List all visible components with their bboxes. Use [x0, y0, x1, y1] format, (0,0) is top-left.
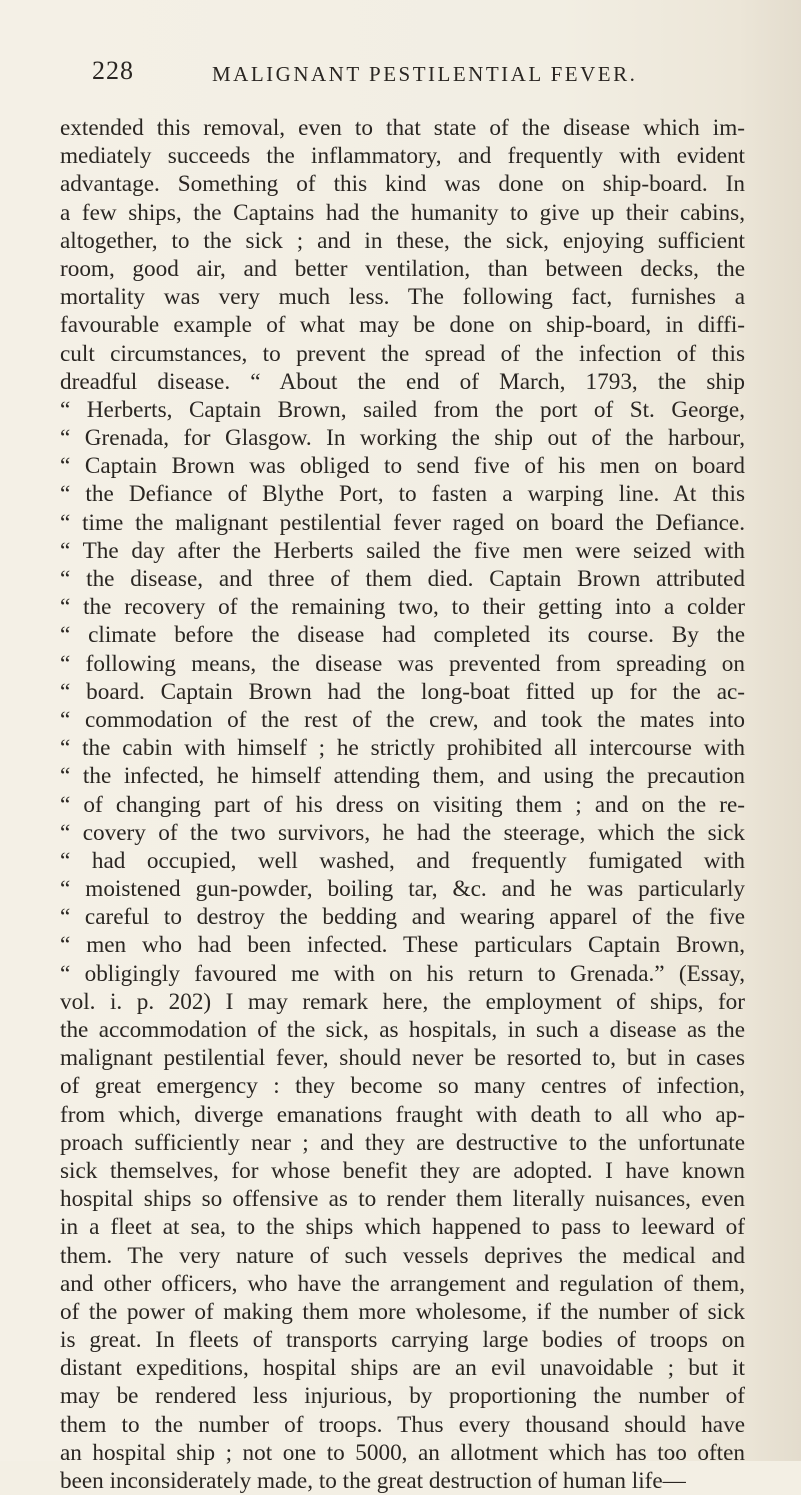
text-line: is great. In fleets of transports carrying large bodies of troops on	[60, 1327, 745, 1354]
text-line: sick themselves, for whose benefit they are adopted. I have known	[60, 1157, 745, 1184]
text-line: mediately succeeds the inflammatory, and frequently with evident	[60, 143, 745, 170]
text-line: “ careful to destroy the bedding and wearing apparel of the five	[60, 904, 745, 931]
text-line: and other officers, who have the arrangement and regulation of them,	[60, 1270, 745, 1297]
text-line: “ The day after the Herberts sailed the five men were seized with	[60, 537, 745, 564]
text-line: them. The very nature of such vessels deprives the medical and	[60, 1242, 745, 1269]
text-line: them to the number of troops. Thus every thousand should have	[60, 1411, 745, 1438]
text-line: room, good air, and better ventilation, than between decks, the	[60, 255, 745, 282]
page-header	[92, 56, 742, 96]
text-line: may be rendered less injurious, by proportioning the number of	[60, 1383, 745, 1410]
text-line: “ obligingly favoured me with on his return to Grenada.” (Essay,	[60, 960, 745, 987]
text-line: “ the Defiance of Blythe Port, to fasten a warping line. At this	[60, 481, 745, 508]
text-line: “ the recovery of the remaining two, to their getting into a colder	[60, 594, 745, 621]
text-line: “ covery of the two survivors, he had the steerage, which the sick	[60, 819, 745, 846]
text-line: “ moistened gun-powder, boiling tar, &c. and he was particularly	[60, 876, 745, 903]
text-line: a few ships, the Captains had the humanity to give up their cabins,	[60, 199, 745, 226]
text-line: “ time the malignant pestilential fever raged on board the Defiance.	[60, 509, 745, 536]
text-line: favourable example of what may be done on ship-board, in diffi-	[60, 312, 745, 339]
text-line: altogether, to the sick ; and in these, the sick, enjoying sufficient	[60, 227, 745, 254]
text-line: been inconsiderately made, to the great destruction of human life—	[60, 1468, 686, 1494]
text-line: “ Herberts, Captain Brown, sailed from the port of St. George,	[60, 396, 745, 423]
text-line: hospital ships so offensive as to render them literally nuisances, even	[60, 1186, 745, 1213]
text-line: an hospital ship ; not one to 5000, an allotment which has too often	[60, 1439, 745, 1466]
running-head: MALIGNANT PESTILENTIAL FEVER.	[212, 62, 638, 86]
text-line: “ the cabin with himself ; he strictly prohibited all intercourse with	[60, 735, 745, 762]
text-line: “ commodation of the rest of the crew, and took the mates into	[60, 706, 745, 733]
text-line: of the power of making them more wholesome, if the number of sick	[60, 1298, 745, 1325]
text-line: “ board. Captain Brown had the long-boat fitted up for the ac-	[60, 678, 745, 705]
text-line: “ Grenada, for Glasgow. In working the ship out of the harbour,	[60, 425, 745, 452]
text-line: “ climate before the disease had completed its course. By the	[60, 622, 745, 649]
body-text	[60, 114, 745, 1495]
text-line: “ had occupied, well washed, and frequently fumigated with	[60, 847, 745, 874]
text-line: proach sufficiently near ; and they are destructive to the unfortunate	[60, 1129, 745, 1156]
text-line: distant expeditions, hospital ships are an evil unavoidable ; but it	[60, 1355, 745, 1382]
text-line: “ the disease, and three of them died. Captain Brown attributed	[60, 566, 745, 592]
text-line: “ men who had been infected. These particulars Captain Brown,	[60, 932, 745, 959]
text-line: “ the infected, he himself attending them, and using the precaution	[60, 763, 745, 790]
text-line: vol. i. p. 202) I may remark here, the employment of ships, for	[60, 988, 745, 1015]
text-line: dreadful disease. “ About the end of March, 1793, the ship	[60, 368, 745, 395]
text-line: in a fleet at sea, to the ships which happened to pass to leeward of	[60, 1214, 745, 1241]
text-line: extended this removal, even to that state of the disease which im-	[60, 115, 745, 141]
text-line: mortality was very much less. The following fact, furnishes a	[60, 284, 745, 311]
text-line: cult circumstances, to prevent the spread of the infection of this	[60, 340, 745, 367]
text-line: “ Captain Brown was obliged to send five of his men on board	[60, 453, 745, 480]
text-line: the accommodation of the sick, as hospitals, in such a disease as the	[60, 1017, 745, 1043]
text-line: malignant pestilential fever, should never be resorted to, but in cases	[60, 1045, 745, 1072]
text-line: advantage. Something of this kind was done on ship-board. In	[60, 171, 745, 198]
text-line: “ of changing part of his dress on visiting them ; and on the re-	[60, 791, 745, 818]
page-number: 228	[92, 56, 134, 85]
text-line: “ following means, the disease was prevented from spreading on	[60, 650, 745, 677]
text-line: of great emergency : they become so many centres of infection,	[60, 1073, 745, 1100]
text-line: from which, diverge emanations fraught with death to all who ap-	[60, 1101, 745, 1128]
